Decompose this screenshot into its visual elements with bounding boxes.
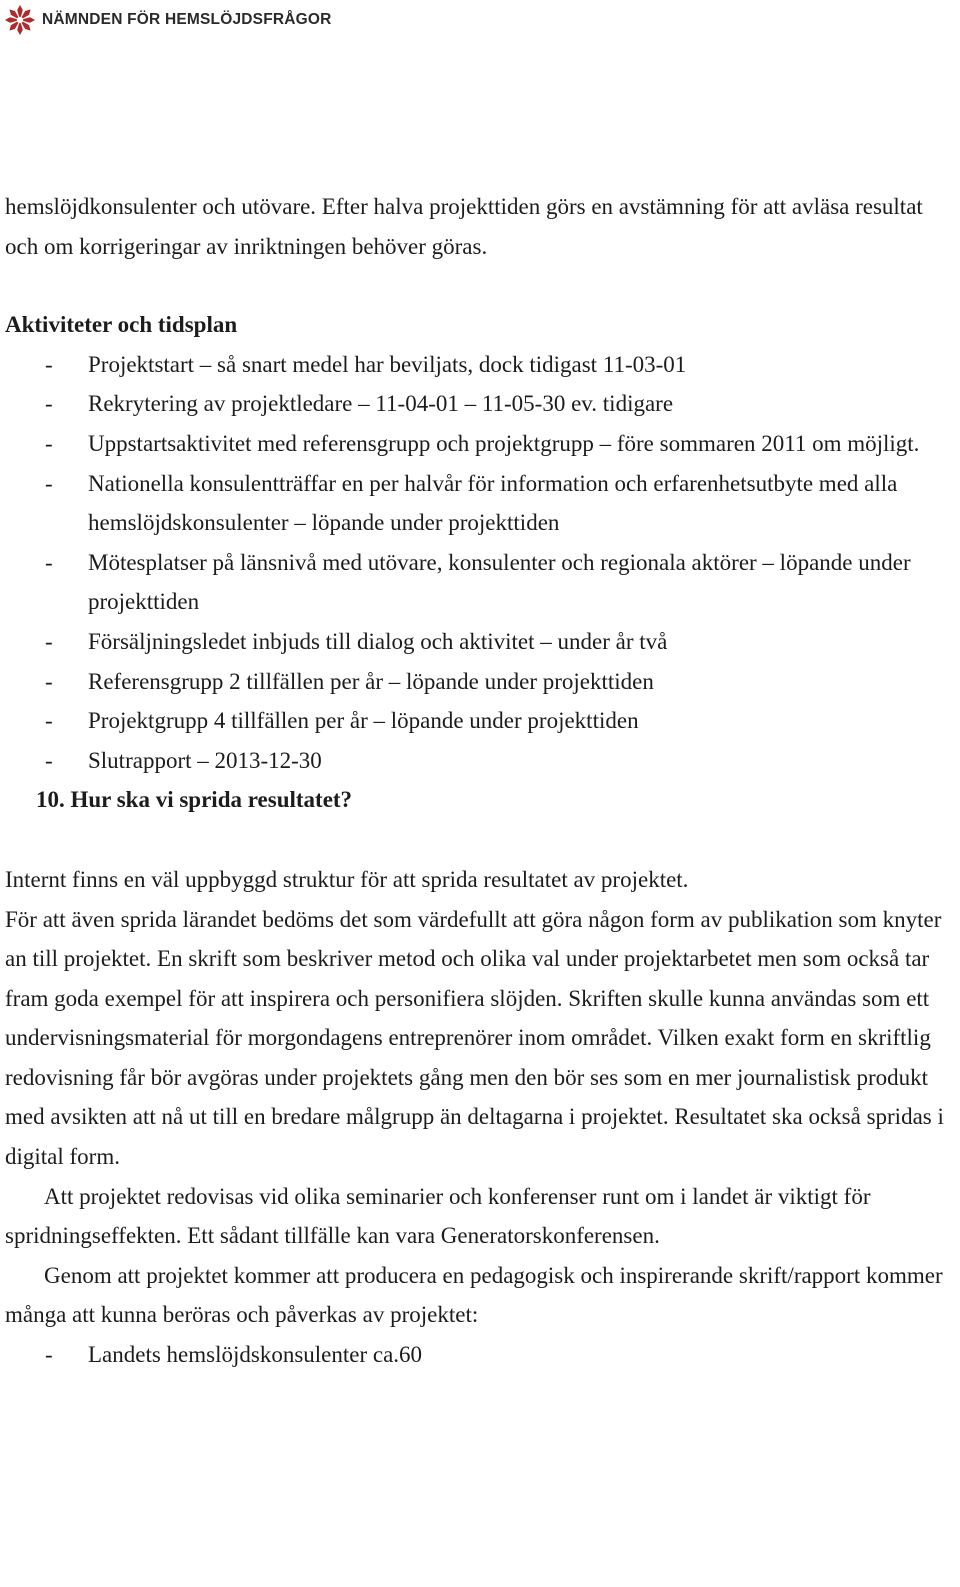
list-item-text: Landets hemslöjdskonsulenter ca.60 xyxy=(88,1342,423,1368)
list-item xyxy=(5,424,955,464)
list-item xyxy=(5,1335,955,1375)
list-item xyxy=(5,701,955,741)
bullet-dash: - xyxy=(45,747,53,773)
bullet-dash: - xyxy=(45,628,53,654)
bullet-dash: - xyxy=(45,1342,53,1368)
org-name: NÄMNDEN FÖR HEMSLÖJDSFRÅGOR xyxy=(42,11,332,28)
list-item xyxy=(5,384,955,424)
section-10-paragraph: Internt finns en väl uppbyggd struktur för att sprida resultatet av projektet. xyxy=(5,866,689,892)
page-header xyxy=(4,4,332,36)
list-item xyxy=(5,622,955,662)
section-10-paragraph: För att även sprida lärandet bedöms det som värdefullt att göra någon form av publikation som knyter an till projektet. En skrift som beskriver metod och olika val under projektarbetet men som också tar fram goda exempel för att inspirera och personifiera slöjden. Skriften skulle kunna användas som ett undervisningsmaterial för morgondagens entreprenörer inom området. Vilken exakt form en skriftlig redovisning får bör avgöras under projektets gång men den bör ses som en mer journalistisk produkt med avsikten att nå ut till en bredare målgrupp än deltagarna i projektet. Resultatet ska också spridas i digital form. xyxy=(5,906,944,1170)
activities-list xyxy=(5,345,955,781)
list-item-text: Projektgrupp 4 tillfällen per år – löpande under projekttiden xyxy=(88,708,639,734)
list-item xyxy=(5,662,955,702)
list-item xyxy=(5,741,955,781)
list-item-text: Projektstart – så snart medel har beviljats, dock tidigast 11-03-01 xyxy=(88,351,687,377)
bullet-dash: - xyxy=(45,391,53,417)
bullet-dash: - xyxy=(45,668,53,694)
list-item-text: Slutrapport – 2013-12-30 xyxy=(88,747,322,773)
list-item xyxy=(5,345,955,385)
bullet-dash: - xyxy=(45,351,53,377)
section-10-paragraph: Genom att projektet kommer att producera en pedagogisk och inspirerande skrift/rapport kommer många att kunna beröras och påverkas av projektet: xyxy=(5,1262,943,1328)
bullet-dash: - xyxy=(45,430,53,456)
intro-paragraph: hemslöjdkonsulenter och utövare. Efter halva projekttiden görs en avstämning för att avläsa resultat och om korrigeringar av inriktningen behöver göras. xyxy=(5,194,923,259)
activities-heading: Aktiviteter och tidsplan xyxy=(5,312,238,338)
list-item-text: Rekrytering av projektledare – 11-04-01 – 11-05-30 ev. tidigare xyxy=(88,391,674,417)
bullet-dash: - xyxy=(45,549,53,575)
list-item-text: Försäljningsledet inbjuds till dialog och aktivitet – under år två xyxy=(88,628,668,654)
list-item-text: Referensgrupp 2 tillfällen per år – löpande under projekttiden xyxy=(88,668,654,694)
list-item xyxy=(5,543,955,622)
list-item xyxy=(5,464,955,543)
spacer xyxy=(5,820,955,860)
list-item-text: Mötesplatser på länsnivå med utövare, konsulenter och regionala aktörer – löpande under projekttiden xyxy=(88,549,911,615)
reach-list xyxy=(5,1335,955,1375)
section-10-paragraph: Att projektet redovisas vid olika seminarier och konferenser runt om i landet är viktigt för spridningseffekten. Ett sådant tillfälle kan vara Generatorskonferensen. xyxy=(5,1183,871,1249)
document-body xyxy=(5,187,955,1375)
section-10-title: 10. Hur ska vi sprida resultatet? xyxy=(36,787,353,813)
list-item-text: Uppstartsaktivitet med referensgrupp och projektgrupp – före sommaren 2011 om möjligt. xyxy=(88,430,920,456)
star-flower-icon xyxy=(4,4,36,36)
spacer xyxy=(5,266,955,305)
list-item-text: Nationella konsulentträffar en per halvår för information och erfarenhetsutbyte med alla hemslöjdskonsulenter – löpande under projekttiden xyxy=(88,470,898,536)
bullet-dash: - xyxy=(45,470,53,496)
bullet-dash: - xyxy=(45,708,53,734)
